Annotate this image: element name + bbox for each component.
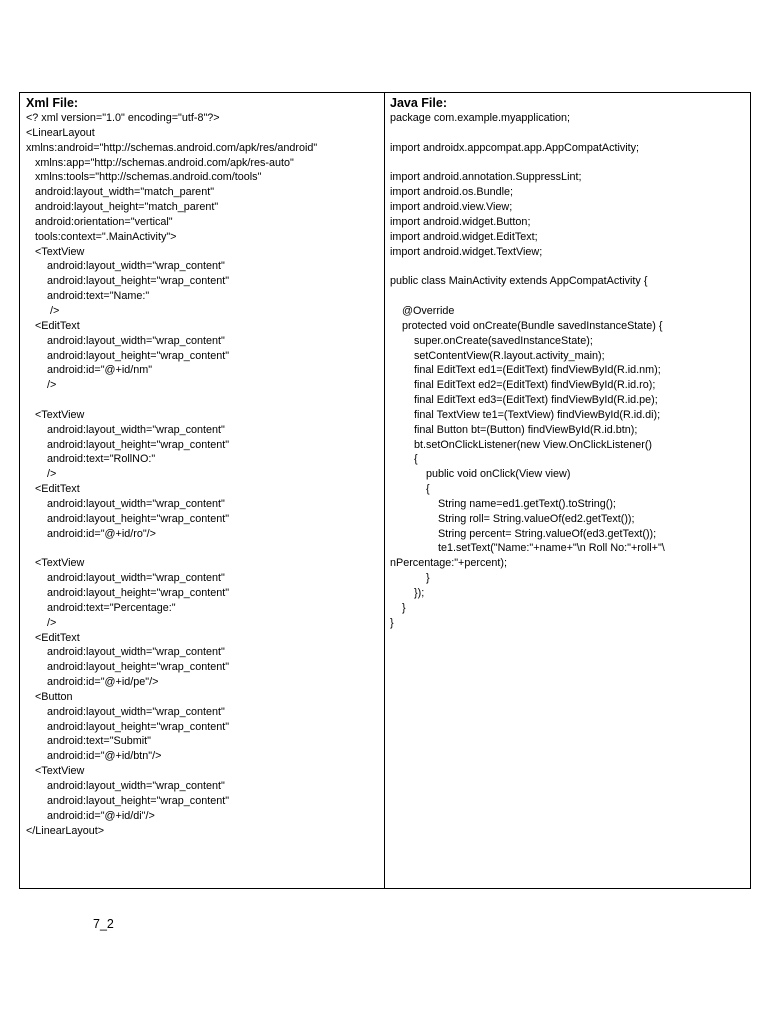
java-code-line: super.onCreate(savedInstanceState);	[390, 334, 593, 347]
page-number: 7_2	[93, 917, 114, 931]
java-code-line: public class MainActivity extends AppCompatActivity {	[390, 275, 648, 288]
xml-code-line: android:layout_height="wrap_content"	[26, 794, 230, 807]
java-code-line: import android.view.View;	[390, 201, 513, 214]
java-code-line: bt.setOnClickListener(new View.OnClickListener()	[390, 438, 653, 451]
java-code-line: import android.annotation.SuppressLint;	[390, 171, 582, 184]
xml-code-line: android:id="@+id/btn"/>	[26, 750, 162, 763]
xml-code-line: android:layout_width="wrap_content"	[26, 705, 225, 718]
xml-code-line: xmlns:app="http://schemas.android.com/apk/res-auto"	[26, 156, 294, 169]
xml-code-line: android:text="RollNO:"	[26, 453, 156, 466]
java-code-line: setContentView(R.layout.activity_main);	[390, 349, 605, 362]
java-code-line: });	[390, 587, 425, 599]
xml-code-line: <? xml version="1.0" encoding="utf-8"?>	[26, 112, 220, 124]
xml-code-line: android:text="Submit"	[26, 735, 151, 748]
xml-code-line: android:layout_height="wrap_content"	[26, 349, 230, 362]
xml-code-line: android:layout_width="wrap_content"	[26, 423, 225, 436]
java-code-line: {	[390, 453, 418, 466]
java-code-line: final TextView te1=(TextView) findViewById(R.id.di);	[390, 408, 661, 421]
xml-code-line: android:orientation="vertical"	[26, 215, 173, 228]
java-code-line: }	[390, 572, 430, 585]
java-code-line: nPercentage:"+percent);	[390, 557, 507, 570]
java-code-block	[390, 111, 744, 631]
xml-code-line: <Button	[26, 690, 73, 703]
java-code-line: package com.example.myapplication;	[390, 112, 571, 124]
xml-code-line: </LinearLayout>	[26, 824, 105, 837]
java-code-line: import android.os.Bundle;	[390, 186, 514, 199]
java-code-line: protected void onCreate(Bundle savedInstanceState) {	[390, 319, 663, 332]
xml-column	[20, 93, 385, 888]
java-code-line: String percent= String.valueOf(ed3.getText());	[390, 527, 657, 540]
xml-code-line: <EditText	[26, 483, 80, 496]
xml-code-line: android:layout_height="wrap_content"	[26, 512, 230, 525]
xml-code-line: android:text="Percentage:"	[26, 601, 176, 614]
xml-code-line: android:layout_width="wrap_content"	[26, 779, 225, 792]
xml-code-line: android:layout_height="wrap_content"	[26, 720, 230, 733]
xml-code-line: android:id="@+id/pe"/>	[26, 676, 159, 689]
java-code-line: import android.widget.Button;	[390, 215, 531, 228]
java-code-line	[390, 289, 744, 304]
xml-code-line: android:layout_height="match_parent"	[26, 201, 219, 214]
java-code-line: import android.widget.EditText;	[390, 230, 538, 243]
xml-code-line: android:layout_width="match_parent"	[26, 186, 215, 199]
java-code-line: {	[390, 483, 430, 496]
xml-code-line: xmlns:tools="http://schemas.android.com/tools"	[26, 171, 262, 184]
xml-heading: Xml File:	[26, 96, 79, 110]
xml-code-line: android:layout_width="wrap_content"	[26, 572, 225, 585]
xml-code-line: />	[26, 468, 57, 481]
java-column	[385, 93, 750, 888]
xml-code-line: <TextView	[26, 557, 85, 570]
xml-code-line: />	[26, 304, 60, 317]
xml-code-line: />	[26, 616, 57, 629]
java-code-line	[390, 259, 744, 274]
xml-code-line: <LinearLayout	[26, 126, 95, 139]
java-heading: Java File:	[390, 96, 447, 110]
xml-code-block	[26, 111, 378, 838]
java-code-line: public void onClick(View view)	[390, 468, 571, 481]
code-table	[19, 92, 751, 889]
xml-code-line	[26, 541, 378, 556]
xml-code-line: android:id="@+id/nm"	[26, 364, 153, 377]
java-code-line: final Button bt=(Button) findViewById(R.id.btn);	[390, 423, 638, 436]
xml-code-line: android:id="@+id/ro"/>	[26, 527, 156, 540]
xml-code-line: tools:context=".MainActivity">	[26, 230, 177, 243]
xml-code-line: android:layout_width="wrap_content"	[26, 334, 225, 347]
java-code-line: final EditText ed2=(EditText) findViewById(R.id.ro);	[390, 379, 656, 392]
xml-code-line: <TextView	[26, 765, 85, 778]
java-code-line: @Override	[390, 304, 455, 317]
xml-code-line: <EditText	[26, 319, 80, 332]
xml-code-line: android:id="@+id/di"/>	[26, 809, 155, 822]
xml-code-line: android:text="Name:"	[26, 290, 150, 303]
xml-code-line: android:layout_width="wrap_content"	[26, 646, 225, 659]
xml-code-line: xmlns:android="http://schemas.android.com/apk/res/android"	[26, 141, 318, 154]
java-code-line: String name=ed1.getText().toString();	[390, 497, 616, 510]
java-code-line: }	[390, 616, 394, 629]
java-code-line: String roll= String.valueOf(ed2.getText());	[390, 512, 635, 525]
java-code-line	[390, 126, 744, 141]
java-code-line: final EditText ed3=(EditText) findViewById(R.id.pe);	[390, 394, 658, 407]
xml-code-line: android:layout_height="wrap_content"	[26, 275, 230, 288]
xml-code-line: android:layout_height="wrap_content"	[26, 438, 230, 451]
java-code-line	[390, 156, 744, 171]
xml-code-line: <TextView	[26, 408, 85, 421]
xml-code-line: <TextView	[26, 245, 85, 258]
xml-code-line: <EditText	[26, 631, 80, 644]
java-code-line: }	[390, 601, 406, 614]
xml-code-line: android:layout_width="wrap_content"	[26, 260, 225, 273]
xml-code-line: android:layout_height="wrap_content"	[26, 661, 230, 674]
java-code-line: te1.setText("Name:"+name+"\n Roll No:"+roll+"\	[390, 542, 665, 555]
java-code-line: import android.widget.TextView;	[390, 245, 543, 258]
xml-code-line	[26, 393, 378, 408]
xml-code-line: />	[26, 379, 57, 392]
xml-code-line: android:layout_height="wrap_content"	[26, 587, 230, 599]
java-code-line: import androidx.appcompat.app.AppCompatActivity;	[390, 141, 640, 154]
xml-code-line: android:layout_width="wrap_content"	[26, 497, 225, 510]
java-code-line: final EditText ed1=(EditText) findViewById(R.id.nm);	[390, 364, 661, 377]
